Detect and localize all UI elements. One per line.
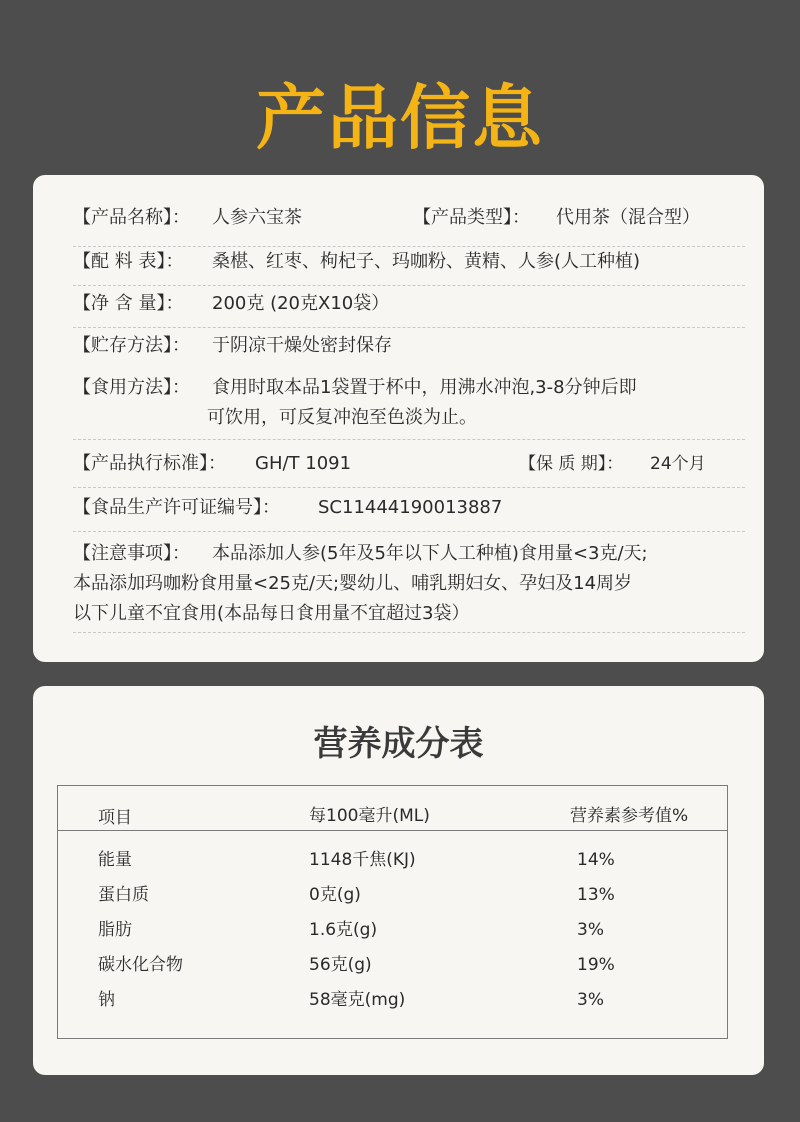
nutrient-name: 碳水化合物 (98, 955, 183, 975)
product-type-value: 代用茶（混合型） (556, 207, 700, 228)
nutrient-name: 能量 (98, 850, 132, 870)
nutrient-amount: 56克(g) (309, 955, 372, 975)
nutrient-nrv: 3% (577, 920, 604, 940)
notice-line-1: 本品添加人参(5年及5年以下人工种植)食用量<3克/天; (212, 543, 648, 564)
ingredients-label: 【配 料 表】： (73, 251, 184, 272)
header-per-100ml: 每100毫升(ML) (309, 806, 430, 826)
net-content-label: 【净 含 量】： (73, 293, 184, 314)
table-row (58, 843, 727, 878)
net-content-value: 200克 (20克X10袋） (212, 293, 390, 314)
nutrient-amount: 58毫克(mg) (309, 990, 406, 1010)
nutrient-nrv: 3% (577, 990, 604, 1010)
nutrient-name: 蛋白质 (98, 885, 149, 905)
standard-label: 【产品执行标准】： (73, 453, 226, 474)
product-info-card (33, 175, 764, 662)
storage-value: 于阴凉干燥处密封保存 (212, 335, 392, 356)
nutrition-table (57, 785, 728, 1039)
product-name-value: 人参六宝茶 (212, 207, 302, 228)
nutrient-name: 脂肪 (98, 920, 132, 940)
shelf-life-value: 24个月 (650, 454, 706, 474)
nutrient-amount: 1.6克(g) (309, 920, 378, 940)
standard-value: GH/T 1091 (255, 453, 352, 474)
shelf-life-label: 【保 质 期】： (519, 454, 624, 474)
nutrition-facts-card (33, 686, 764, 1075)
table-row (58, 878, 727, 913)
info-row-standard-shelf (73, 449, 745, 488)
notice-line-3: 以下儿童不宜食用(本品每日食用量不宜超过3袋） (73, 603, 470, 624)
storage-label: 【贮存方法】： (73, 335, 190, 356)
notice-line-2: 本品添加玛咖粉食用量<25克/天;婴幼儿、哺乳期妇女、孕妇及14周岁 (73, 573, 633, 594)
info-row-net-content (73, 289, 745, 328)
table-row (58, 948, 727, 983)
product-type-label: 【产品类型】： (413, 207, 530, 228)
usage-label: 【食用方法】： (73, 377, 190, 398)
nutrient-nrv: 14% (577, 850, 615, 870)
info-row-notice (73, 539, 745, 633)
nutrient-amount: 1148千焦(KJ) (309, 850, 416, 870)
license-value: SC11444190013887 (318, 497, 503, 518)
nutrition-table-header (58, 786, 727, 831)
license-label: 【食品生产许可证编号】： (73, 497, 280, 518)
notice-label: 【注意事项】： (73, 543, 190, 564)
nutrition-title: 营养成分表 (313, 724, 484, 764)
nutrient-name: 钠 (98, 990, 115, 1010)
product-name-label: 【产品名称】： (73, 207, 190, 228)
usage-line-2: 可饮用，可反复冲泡至色淡为止。 (207, 407, 477, 428)
info-row-name-type (73, 203, 745, 247)
info-row-ingredients (73, 247, 745, 286)
header-item: 项目 (98, 808, 132, 828)
header-nrv: 营养素参考值% (570, 806, 689, 826)
nutrient-amount: 0克(g) (309, 885, 361, 905)
usage-line-1: 食用时取本品1袋置于杯中，用沸水冲泡,3-8分钟后即 (212, 377, 637, 398)
info-row-usage (73, 373, 745, 440)
info-row-storage (73, 331, 745, 369)
nutrient-nrv: 13% (577, 885, 615, 905)
info-row-license (73, 493, 745, 532)
table-row (58, 983, 727, 1018)
page-title: 产品信息 (256, 76, 544, 159)
nutrient-nrv: 19% (577, 955, 615, 975)
table-row (58, 913, 727, 948)
ingredients-value: 桑椹、红枣、枸杞子、玛咖粉、黄精、人参(人工种植) (212, 251, 641, 272)
